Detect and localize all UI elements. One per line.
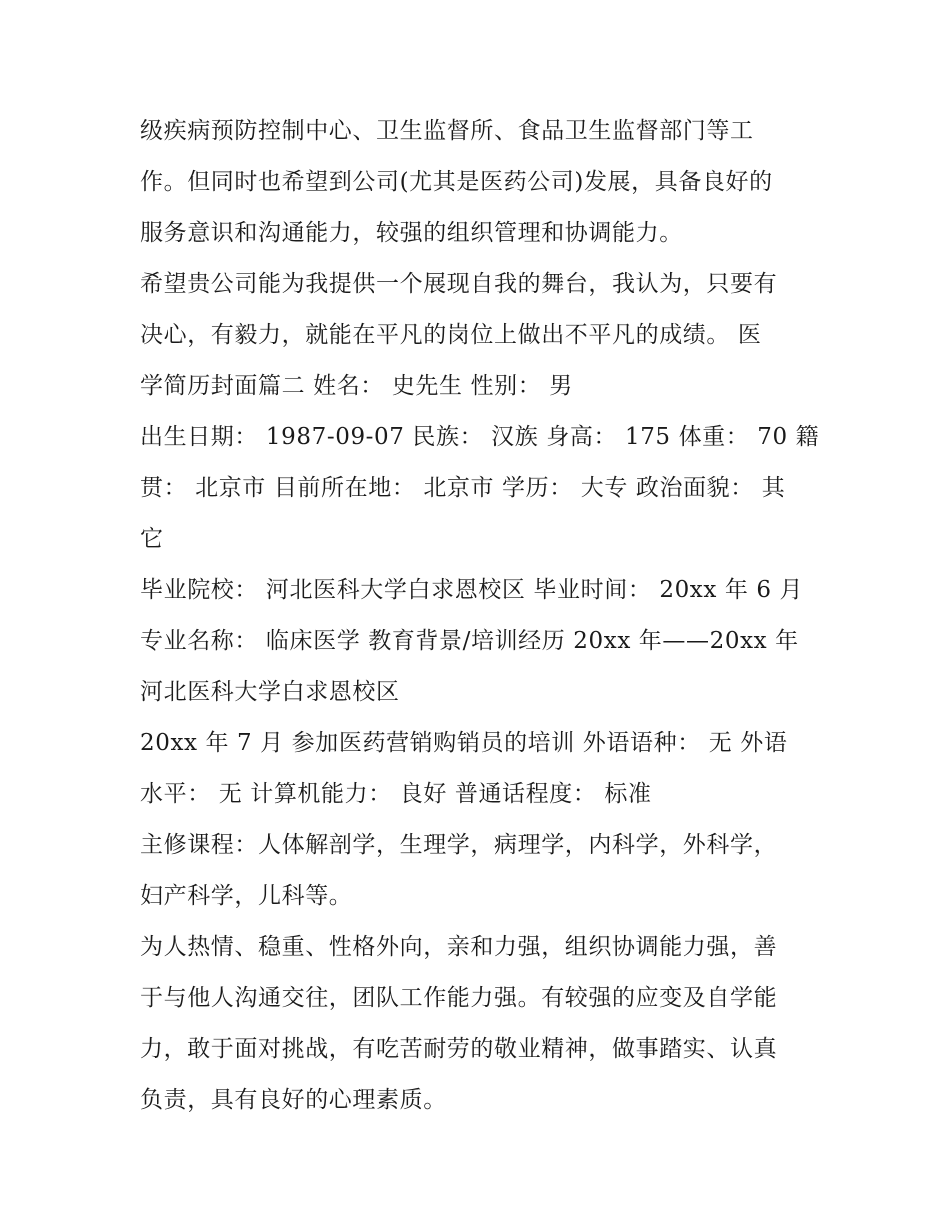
text-line: 决心，有毅力，就能在平凡的岗位上做出不平凡的成绩。 医 — [140, 322, 762, 348]
text-line: 它 — [140, 526, 164, 552]
text-line: 于与他人沟通交往，团队工作能力强。有较强的应变及自学能 — [140, 985, 778, 1011]
text-line: 希望贵公司能为我提供一个展现自我的舞台，我认为，只要有 — [140, 271, 778, 297]
text-line: 作。但同时也希望到公司(尤其是医药公司)发展，具备良好的 — [140, 169, 773, 195]
text-line: 毕业院校： 河北医科大学白求恩校区 毕业时间： 20xx 年 6 月 — [140, 577, 804, 603]
text-line: 主修课程：人体解剖学，生理学，病理学，内科学，外科学， — [140, 832, 778, 858]
text-line: 学简历封面篇二 姓名： 史先生 性别： 男 — [140, 373, 573, 399]
text-line: 出生日期： 1987-09-07 民族： 汉族 身高： 175 体重： 70 籍 — [140, 424, 820, 450]
document-body — [140, 106, 820, 1126]
text-line: 20xx 年 7 月 参加医药营销购销员的培训 外语语种： 无 外语 — [140, 730, 788, 756]
text-line: 水平： 无 计算机能力： 良好 普通话程度： 标准 — [140, 781, 652, 807]
text-line: 服务意识和沟通能力，较强的组织管理和协调能力。 — [140, 220, 683, 246]
text-line: 河北医科大学白求恩校区 — [140, 679, 400, 705]
text-line: 力，敢于面对挑战，有吃苦耐劳的敬业精神，做事踏实、认真 — [140, 1036, 778, 1062]
text-line: 负责，具有良好的心理素质。 — [140, 1087, 447, 1113]
text-line: 为人热情、稳重、性格外向，亲和力强，组织协调能力强，善 — [140, 934, 778, 960]
text-line: 专业名称： 临床医学 教育背景/培训经历 20xx 年——20xx 年 — [140, 628, 799, 654]
text-line: 贯： 北京市 目前所在地： 北京市 学历： 大专 政治面貌： 其 — [140, 475, 786, 501]
text-line: 级疾病预防控制中心、卫生监督所、食品卫生监督部门等工 — [140, 118, 754, 144]
text-line: 妇产科学，儿科等。 — [140, 883, 353, 909]
